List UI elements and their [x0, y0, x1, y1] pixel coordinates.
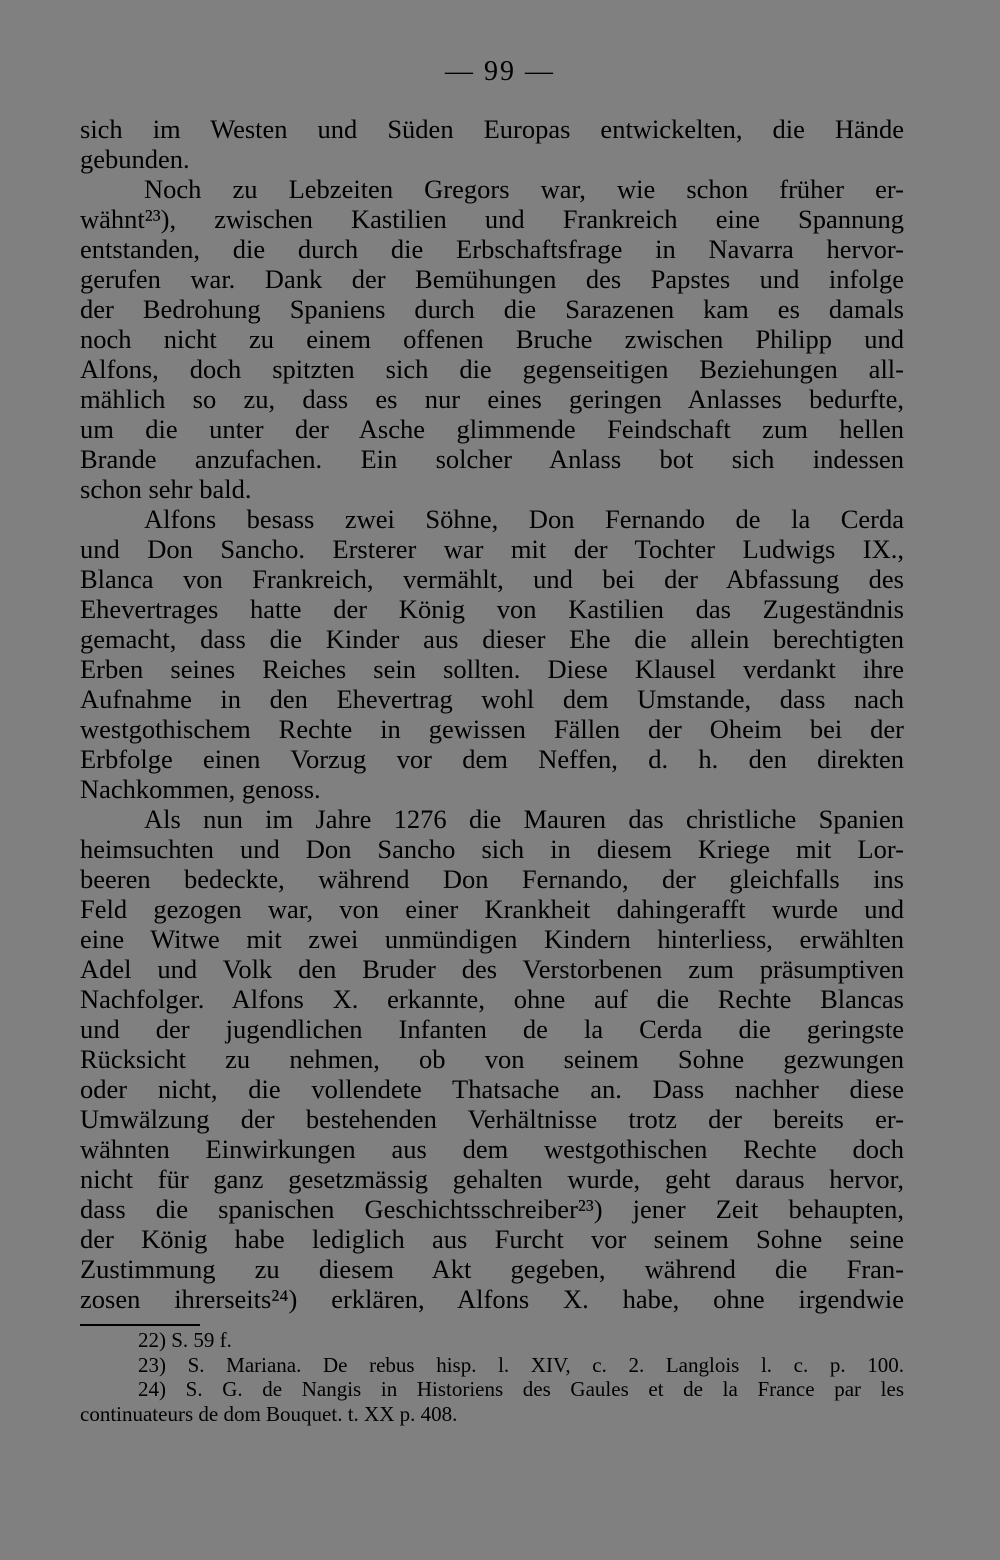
- text-line: Rücksicht zu nehmen, ob von seinem Sohne gezwungen: [80, 1044, 904, 1074]
- footnotes: [80, 1328, 904, 1426]
- text-line: eine Witwe mit zwei unmündigen Kindern hinterliess, erwählten: [80, 924, 904, 954]
- text-line: Erbfolge einen Vorzug vor dem Neffen, d. h. den direkten: [80, 744, 904, 774]
- text-line: Feld gezogen war, von einer Krankheit dahingerafft wurde und: [80, 894, 904, 924]
- text-line: der Bedrohung Spaniens durch die Sarazenen kam es damals: [80, 294, 904, 324]
- body-text: [80, 114, 904, 1314]
- text-line: heimsuchten und Don Sancho sich in diesem Kriege mit Lor-: [80, 834, 904, 864]
- footnote-line: 23) S. Mariana. De rebus hisp. l. XIV, c. 2. Langlois l. c. p. 100.: [138, 1352, 904, 1377]
- text-line: gemacht, dass die Kinder aus dieser Ehe die allein berechtigten: [80, 624, 904, 654]
- text-line: Adel und Volk den Bruder des Verstorbenen zum präsumptiven: [80, 954, 904, 984]
- text-line: Erben seines Reiches sein sollten. Diese Klausel verdankt ihre: [80, 654, 904, 684]
- text-line: mählich so zu, dass es nur eines geringen Anlasses bedurfte,: [80, 384, 904, 414]
- footnote-line: continuateurs de dom Bouquet. t. XX p. 408.: [80, 1401, 458, 1426]
- text-line: dass die spanischen Geschichtsschreiber²³) jener Zeit behaupten,: [80, 1194, 904, 1224]
- text-line: Als nun im Jahre 1276 die Mauren das christliche Spanien: [144, 804, 904, 834]
- text-line: westgothischem Rechte in gewissen Fällen der Oheim bei der: [80, 714, 904, 744]
- text-line: gerufen war. Dank der Bemühungen des Papstes und infolge: [80, 264, 904, 294]
- text-line: sich im Westen und Süden Europas entwickelten, die Hände: [80, 114, 904, 144]
- text-line: beeren bedeckte, während Don Fernando, der gleichfalls ins: [80, 864, 904, 894]
- text-line: gebunden.: [80, 144, 190, 174]
- text-line: Ehevertrages hatte der König von Kastilien das Zugeständnis: [80, 594, 904, 624]
- text-line: schon sehr bald.: [80, 474, 252, 504]
- text-line: und der jugendlichen Infanten de la Cerda die geringste: [80, 1014, 904, 1044]
- text-line: Aufnahme in den Ehevertrag wohl dem Umstande, dass nach: [80, 684, 904, 714]
- text-line: oder nicht, die vollendete Thatsache an. Dass nachher diese: [80, 1074, 904, 1104]
- text-line: Brande anzufachen. Ein solcher Anlass bot sich indessen: [80, 444, 904, 474]
- text-line: wähnten Einwirkungen aus dem westgothischen Rechte doch: [80, 1134, 904, 1164]
- text-line: der König habe lediglich aus Furcht vor seinem Sohne seine: [80, 1224, 904, 1254]
- page-number: — 99 —: [445, 56, 555, 87]
- text-line: und Don Sancho. Ersterer war mit der Tochter Ludwigs IX.,: [80, 534, 904, 564]
- text-line: um die unter der Asche glimmende Feindschaft zum hellen: [80, 414, 904, 444]
- footnote-line: 24) S. G. de Nangis in Historiens des Gaules et de la France par les: [138, 1377, 904, 1401]
- text-line: Alfons, doch spitzten sich die gegenseitigen Beziehungen all-: [80, 354, 904, 384]
- text-line: Blanca von Frankreich, vermählt, und bei der Abfassung des: [80, 564, 904, 594]
- footnote-rule: [80, 1324, 200, 1326]
- text-line: noch nicht zu einem offenen Bruche zwischen Philipp und: [80, 324, 904, 354]
- text-line: nicht für ganz gesetzmässig gehalten wurde, geht daraus hervor,: [80, 1164, 904, 1194]
- text-line: Nachfolger. Alfons X. erkannte, ohne auf die Rechte Blancas: [80, 984, 904, 1014]
- text-line: zosen ihrerseits²⁴) erklären, Alfons X. habe, ohne irgendwie: [80, 1284, 904, 1314]
- footnote-line: 22) S. 59 f.: [138, 1328, 232, 1352]
- text-line: Zustimmung zu diesem Akt gegeben, während die Fran-: [80, 1254, 904, 1284]
- text-line: entstanden, die durch die Erbschaftsfrage in Navarra hervor-: [80, 234, 904, 264]
- text-line: Alfons besass zwei Söhne, Don Fernando de la Cerda: [144, 504, 904, 534]
- text-line: Nachkommen, genoss.: [80, 774, 321, 804]
- text-line: Umwälzung der bestehenden Verhältnisse trotz der bereits er-: [80, 1104, 904, 1134]
- text-line: wähnt²³), zwischen Kastilien und Frankreich eine Spannung: [80, 204, 904, 234]
- text-line: Noch zu Lebzeiten Gregors war, wie schon früher er-: [144, 174, 904, 204]
